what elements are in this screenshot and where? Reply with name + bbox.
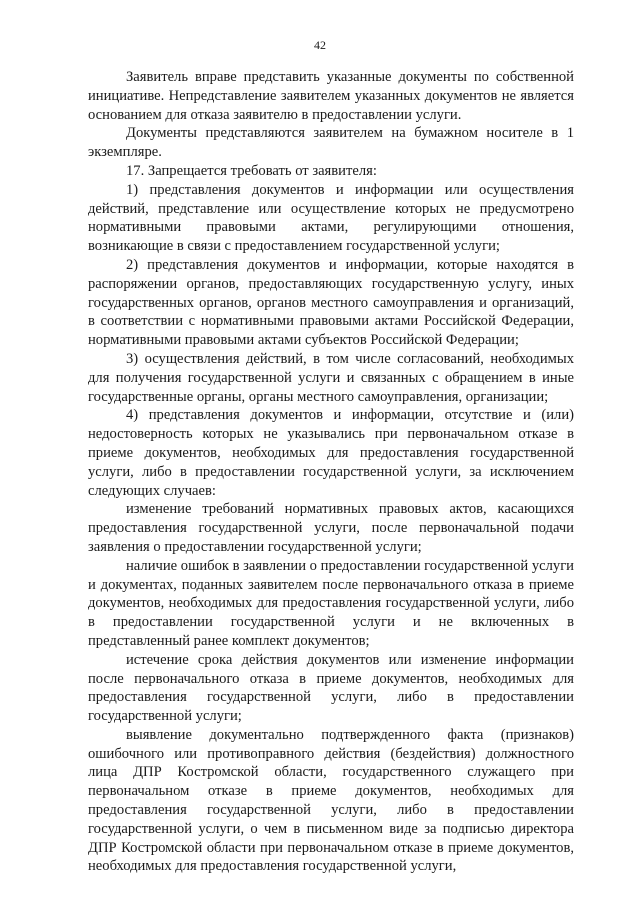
paragraph-exception-2: наличие ошибок в заявлении о предоставлении государственной услуги и документах, поданных заявителем после первоначального отказа в приеме документов, необходимых для предоставления государственной услуги, либо в предоставлении государственной услуги и не включенных в представленный ранее комплект документов; bbox=[88, 557, 574, 649]
paragraph-item-17-heading: 17. Запрещается требовать от заявителя: bbox=[126, 162, 377, 179]
paragraph-item-17-1: 1) представления документов и информации или осуществления действий, представление или осуществление которых не предусмотрено нормативными правовыми актами, регулирующими отношения, возникающие в связи с предоставлением государственной услуги; bbox=[88, 181, 574, 255]
paragraph-applicant-right: Заявитель вправе представить указанные документы по собственной инициативе. Непредставление заявителем указанных документов не является основанием для отказа заявителю в предоставлении услуги. bbox=[88, 69, 574, 123]
paragraph-item-17-2: 2) представления документов и информации, которые находятся в распоряжении органов, предоставляющих государственную услугу, иных государственных органов, органов местного самоуправления и организаций, в соответствии с нормативными правовыми актами Российской Федерации, нормативными правовыми актами субъектов Российской Федерации; bbox=[88, 256, 574, 349]
page-number: 42 bbox=[314, 38, 326, 52]
paragraph-item-17-3: 3) осуществления действий, в том числе согласований, необходимых для получения государственной услуги и связанных с обращением в иные государственные органы, органы местного самоуправления, организации; bbox=[88, 350, 574, 405]
paragraph-paper-copies: Документы представляются заявителем на бумажном носителе в 1 экземпляре. bbox=[88, 125, 574, 161]
document-body bbox=[88, 68, 574, 876]
paragraph-exception-3: истечение срока действия документов или изменение информации после первоначального отказа в приеме документов, необходимых для предоставления государственной услуги, либо в предоставлении государственной услуги; bbox=[88, 651, 574, 725]
paragraph-exception-1: изменение требований нормативных правовых актов, касающихся предоставления государственной услуги, после первоначальной подачи заявления о предоставлении государственной услуги; bbox=[88, 501, 574, 555]
paragraph-exception-4: выявление документально подтвержденного факта (признаков) ошибочного или противоправного действия (бездействия) должностного лица ДПР Костромской области, государственного служащего при первоначальном отказе в приеме документов, необходимых для предоставления государственной услуги, либо в предоставлении государственной услуги, о чем в письменном виде за подписью директора ДПР Костромской области при первоначальном отказе в приеме документов, необходимых для предоставления государственной услуги, bbox=[88, 726, 574, 875]
paragraph-item-17-4: 4) представления документов и информации, отсутствие и (или) недостоверность которых не указывались при первоначальном отказе в приеме документов, необходимых для предоставления государственной услуги, либо в предоставлении государственной услуги, за исключением следующих случаев: bbox=[88, 407, 574, 499]
